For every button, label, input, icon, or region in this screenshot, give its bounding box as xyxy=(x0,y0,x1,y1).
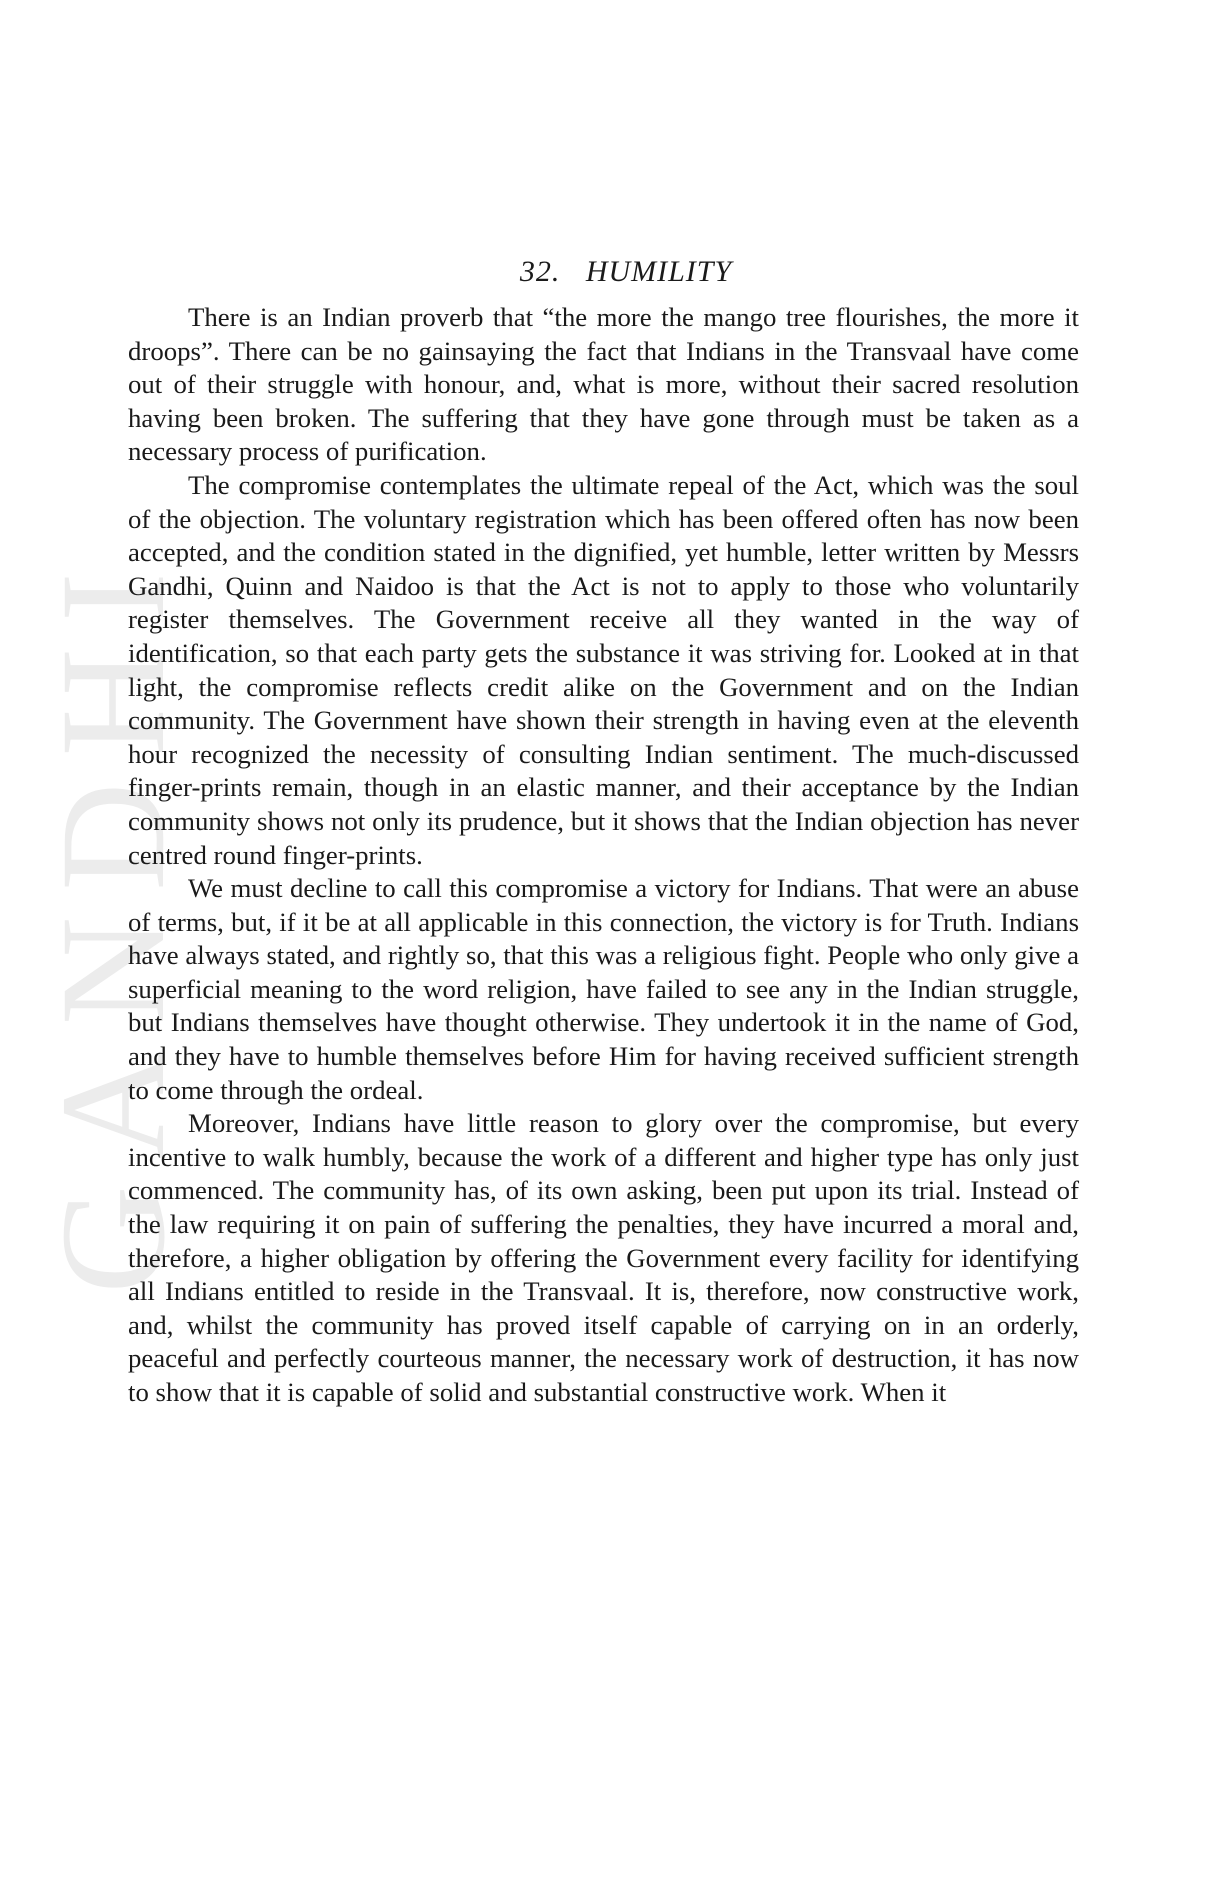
paragraph-4: Moreover, Indians have little reason to glory over the compromise, but every incentive to walk humbly, because the work of a different and higher type has only just commenced. The community has, of its own asking, been put upon its trial. Instead of the law requiring it on pain of suffering the penalties, they have incurred a moral and, therefore, a higher obligation by offering the Government every facility for identifying all Indians entitled to reside in the Transvaal. It is, therefore, now constructive work, and, whilst the community has proved itself capable of carrying on in an orderly, peaceful and perfectly courteous manner, the necessary work of destruction, it has now to show that it is capable of solid and substantial constructive work. When it xyxy=(128,1108,1079,1407)
watermark-text: GANDHI xyxy=(30,546,196,1294)
paragraph-2: The compromise contemplates the ultimate repeal of the Act, which was the soul of the objection. The voluntary registration which has been offered often has now been accepted, and the condition stated in the dignified, yet humble, letter written by Messrs Gandhi, Quinn and Naidoo is that the Act is not to apply to those who voluntarily register themselves. The Government receive all they wanted in the way of identification, so that each party gets the substance it was striving for. Looked at in that light, the compromise reflects credit alike on the Government and on the Indian community. The Government have shown their strength in having even at the eleventh hour recognized the necessity of consulting Indian sentiment. The much-discussed finger-prints remain, though in an elastic manner, and their acceptance by the Indian community shows not only its prudence, but it shows that the Indian objection has never centred round finger-prints. xyxy=(128,469,1079,870)
chapter-title: HUMILITY xyxy=(585,255,733,288)
paragraph-3: We must decline to call this compromise a victory for Indians. That were an abuse of terms, but, if it be at all applicable in this connection, the victory is for Truth. Indians have always stated, and rightly so, that this was a religious fight. People who only give a superficial meaning to the word religion, have failed to see any in the Indian struggle, but Indians themselves have thought otherwise. They undertook it in the name of God, and they have to humble themselves before Him for having received sufficient strength to come through the ordeal. xyxy=(128,873,1079,1105)
page-body xyxy=(128,255,1079,1410)
paragraph-1: There is an Indian proverb that “the more the mango tree flourishes, the more it droops”. There can be no gainsaying the fact that Indians in the Transvaal have come out of their struggle with honour, and, what is more, without their sacred resolution having been broken. The suffering that they have gone through must be taken as a necessary process of purification. xyxy=(128,302,1079,467)
page-title xyxy=(128,255,1079,289)
chapter-number: 32. xyxy=(519,255,561,288)
